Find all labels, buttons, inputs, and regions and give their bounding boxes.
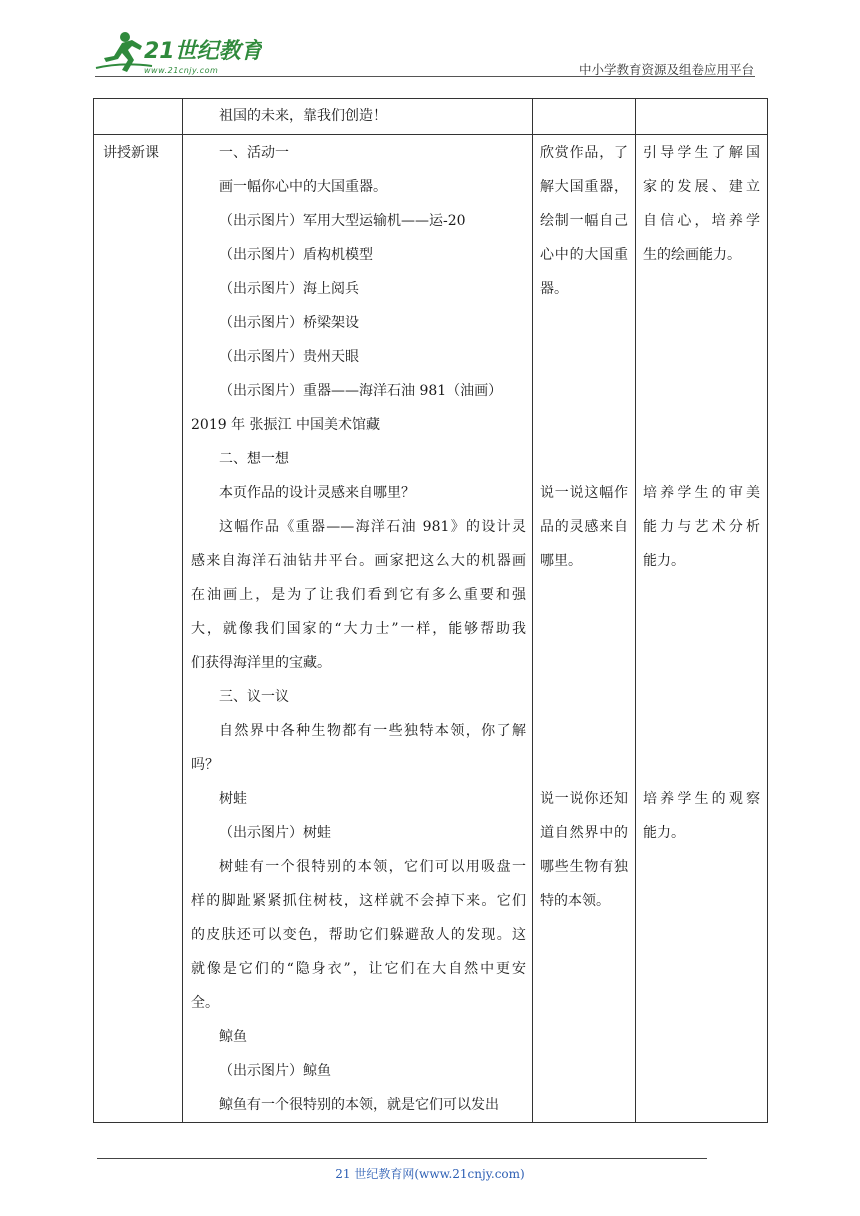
- content-line: 吗？: [191, 757, 219, 773]
- student-activity-line: 解大国重器，: [540, 179, 628, 195]
- content-line: （出示图片）海上阅兵: [219, 281, 359, 297]
- design-intent-line: 家的发展、建立: [643, 179, 760, 195]
- design-intent-line: 能力与艺术分析: [643, 519, 760, 535]
- content-line: 大，就像我们国家的“大力士”一样，能够帮助我: [191, 621, 526, 637]
- student-activity-cell: [533, 135, 636, 1123]
- table-row: [94, 135, 768, 1123]
- content-line: （出示图片）军用大型运输机——运-20: [219, 213, 466, 229]
- student-activity-line: 欣赏作品，了: [540, 145, 628, 161]
- content-line: 的皮肤还可以变色，帮助它们躲避敌人的发现。这: [191, 927, 526, 943]
- content-line: 鲸鱼有一个很特别的本领，就是它们可以发出: [219, 1097, 499, 1113]
- content-line: 全。: [191, 995, 219, 1011]
- spacer: [540, 306, 628, 476]
- content-line: （出示图片）桥梁架设: [219, 315, 359, 331]
- student-activity-line: 品的灵感来自: [540, 519, 628, 535]
- platform-name: 中小学教育资源及组卷应用平台: [578, 62, 754, 77]
- student-activity-line: 说一说这幅作: [540, 485, 628, 501]
- content-line: 三、议一议: [219, 689, 289, 705]
- design-intent-line: 自信心，培养学: [643, 213, 760, 229]
- design-intent-line: 能力。: [643, 825, 685, 841]
- content-line: 树蛙有一个很特别的本领，它们可以用吸盘一: [219, 859, 526, 875]
- content-line: 这幅作品《重器——海洋石油 981》的设计灵: [219, 519, 526, 535]
- table-row: [94, 99, 768, 135]
- footer-divider: [97, 1158, 707, 1159]
- content-cell: [183, 99, 533, 135]
- header-divider: [95, 76, 755, 77]
- student-activity-line: 心中的大国重: [540, 247, 628, 263]
- content-line: 自然界中各种生物都有一些独特本领，你了解: [219, 723, 526, 739]
- content-line: 感来自海洋石油钻井平台。画家把这么大的机器画: [191, 553, 526, 569]
- content-line: （出示图片）盾构机模型: [219, 247, 373, 263]
- student-activity-line: 说一说你还知: [540, 791, 628, 807]
- content-line: 画一幅你心中的大国重器。: [219, 179, 387, 195]
- footer-text: 21 世纪教育网(www.21cnjy.com): [335, 1167, 525, 1181]
- content-line: （出示图片）贵州天眼: [219, 349, 359, 365]
- design-intent-line: 生的绘画能力。: [643, 247, 741, 263]
- design-intent-line: 培养学生的观察: [643, 791, 760, 807]
- content-line: （出示图片）树蛙: [219, 825, 331, 841]
- student-activity-line: 绘制一幅自己: [540, 213, 628, 229]
- content-line: 树蛙: [219, 791, 247, 807]
- spacer: [643, 578, 760, 782]
- stage-cell-empty: [94, 99, 183, 135]
- design-intent-cell-empty: [636, 99, 768, 135]
- content-line: 祖国的未来，靠我们创造！: [219, 108, 387, 124]
- student-activity-line: 哪里。: [540, 553, 582, 569]
- design-intent-line: 引导学生了解国: [643, 145, 760, 161]
- content-line: （出示图片）鲸鱼: [219, 1063, 331, 1079]
- lesson-plan-table: [93, 98, 768, 1123]
- content-line: 鲸鱼: [219, 1029, 247, 1045]
- design-intent-line: 培养学生的审美: [643, 485, 760, 501]
- content-cell: [183, 135, 533, 1123]
- spacer: [540, 578, 628, 782]
- stage-cell: [94, 135, 183, 1123]
- student-activity-cell-empty: [533, 99, 636, 135]
- page-header: [92, 28, 768, 76]
- content-line: 2019 年 张振江 中国美术馆藏: [191, 417, 380, 433]
- spacer: [643, 272, 760, 476]
- content-line: （出示图片）重器——海洋石油 981（油画）: [219, 383, 503, 399]
- design-intent-cell: [636, 135, 768, 1123]
- content-line: 就像是它们的“隐身衣”，让它们在大自然中更安: [191, 961, 526, 977]
- content-line: 一、活动一: [219, 145, 289, 161]
- content-line: 们获得海洋里的宝藏。: [191, 655, 331, 671]
- logo-url: www.21cnjy.com: [144, 66, 219, 75]
- logo-text: 21世纪教育: [144, 39, 262, 64]
- content-line: 在油画上，是为了让我们看到它有多么重要和强: [191, 587, 526, 603]
- design-intent-line: 能力。: [643, 553, 685, 569]
- content-line: 样的脚趾紧紧抓住树枝，这样就不会掉下来。它们: [191, 893, 526, 909]
- student-activity-line: 器。: [540, 281, 568, 297]
- content-line: 二、想一想: [219, 451, 289, 467]
- stage-label: 讲授新课: [103, 145, 159, 161]
- student-activity-line: 特的本领。: [540, 893, 610, 909]
- student-activity-line: 哪些生物有独: [540, 859, 628, 875]
- student-activity-line: 道自然界中的: [540, 825, 628, 841]
- site-logo: [92, 28, 262, 76]
- content-line: 本页作品的设计灵感来自哪里？: [219, 485, 415, 501]
